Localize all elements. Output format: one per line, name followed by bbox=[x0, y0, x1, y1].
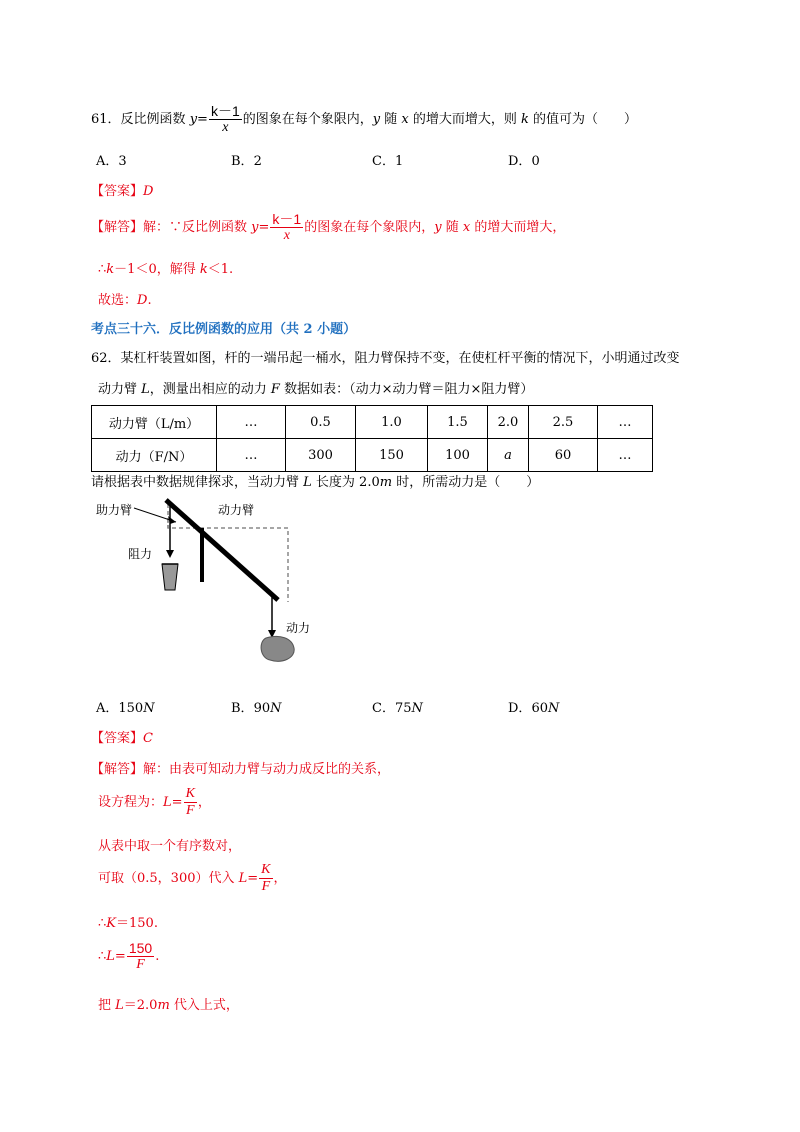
table-row bbox=[92, 439, 653, 472]
q62-data-table bbox=[91, 405, 653, 472]
table-cell: … bbox=[217, 439, 286, 472]
q61-solution-fraction: $\frac{k-1}{x}$ bbox=[272, 211, 302, 243]
q62-solution-k: ∴K＝150. bbox=[98, 916, 158, 931]
table-cell: … bbox=[598, 439, 653, 472]
q62-solution-take: 从表中取一个有序数对， bbox=[98, 839, 242, 854]
q61-option-b[interactable]: B．2 bbox=[231, 154, 262, 169]
q61-solution-line1: 【解答】解：∵反比例函数 y= $\frac{k-1}{x}$ 的图象在每个象限内，y 随 x 的增大而增大， bbox=[91, 211, 566, 243]
q62-solution-substitute: 可取（0.5，300）代入 L= $\frac{K}{F}$ ， bbox=[98, 862, 287, 894]
q62-option-d[interactable]: D．60N bbox=[508, 701, 560, 716]
table-cell: 100 bbox=[428, 439, 488, 472]
label-resistance: 阻力 bbox=[128, 547, 153, 561]
q61-answer: 【答案】D bbox=[91, 184, 154, 199]
table-cell: a bbox=[488, 439, 529, 472]
label-force: 动力 bbox=[286, 621, 311, 635]
q62-solution-last: 把 L＝2.0m 代入上式， bbox=[98, 998, 239, 1013]
q62-option-b[interactable]: B．90N bbox=[231, 701, 282, 716]
label-helper-arm: 助力臂 bbox=[96, 503, 133, 517]
table-cell: 1.5 bbox=[428, 406, 488, 439]
table-row bbox=[92, 406, 653, 439]
lever-figure bbox=[90, 492, 340, 670]
q61-stem: 61．反比例函数 y= $\frac{k-1}{x}$ 的图象在每个象限内，y 随 x 的增大而增大，则 k 的值可为（ ） bbox=[91, 103, 638, 135]
table-cell: … bbox=[598, 406, 653, 439]
q62-solution-equation: 设方程为：L= $\frac{K}{F}$ ， bbox=[98, 786, 211, 818]
q61-option-d[interactable]: D．0 bbox=[508, 154, 540, 169]
q62-solution-line1: 【解答】解：由表可知动力臂与动力成反比的关系， bbox=[91, 762, 391, 777]
fraction-k-over-f-2: $\frac{K}{F}$ bbox=[261, 862, 271, 894]
q62-solution-l: ∴L= $\frac{150}{F}$ . bbox=[98, 940, 160, 972]
table-cell: 2.5 bbox=[529, 406, 598, 439]
table-cell: 动力（F/N） bbox=[92, 439, 217, 472]
table-cell: 60 bbox=[529, 439, 598, 472]
q61-option-a[interactable]: A．3 bbox=[96, 154, 127, 169]
q62-stem-line2: 动力臂 L，测量出相应的动力 F 数据如表：（动力×动力臂＝阻力×阻力臂） bbox=[98, 382, 534, 397]
q61-fraction: $\frac{k-1}{x}$ bbox=[210, 103, 240, 135]
q62-question: 请根据表中数据规律探求，当动力臂 L 长度为 2.0m 时，所需动力是（ ） bbox=[91, 475, 540, 490]
q61-solution-line2: ∴k－1＜0，解得 k＜1. bbox=[98, 262, 234, 277]
q62-option-a[interactable]: A．150N bbox=[96, 701, 155, 716]
q62-stem-line1: 62．某杠杆装置如图，杆的一端吊起一桶水，阻力臂保持不变，在使杠杆平衡的情况下，小明通过改变 bbox=[91, 351, 680, 366]
table-cell: 150 bbox=[356, 439, 428, 472]
label-power-arm: 动力臂 bbox=[218, 503, 255, 517]
table-cell: 300 bbox=[286, 439, 356, 472]
fraction-k-over-f: $\frac{K}{F}$ bbox=[185, 786, 195, 818]
table-cell: 动力臂（L/m） bbox=[92, 406, 217, 439]
q61-conclusion: 故选：D. bbox=[98, 293, 152, 308]
table-cell: 0.5 bbox=[286, 406, 356, 439]
table-cell: 2.0 bbox=[488, 406, 529, 439]
section-heading: 考点三十六．反比例函数的应用（共 2 小题） bbox=[91, 322, 357, 337]
q61-option-c[interactable]: C．1 bbox=[372, 154, 404, 169]
fraction-150-over-f: $\frac{150}{F}$ bbox=[128, 940, 153, 972]
q62-answer: 【答案】C bbox=[91, 731, 153, 746]
q62-option-c[interactable]: C．75N bbox=[372, 701, 423, 716]
table-cell: … bbox=[217, 406, 286, 439]
table-cell: 1.0 bbox=[356, 406, 428, 439]
